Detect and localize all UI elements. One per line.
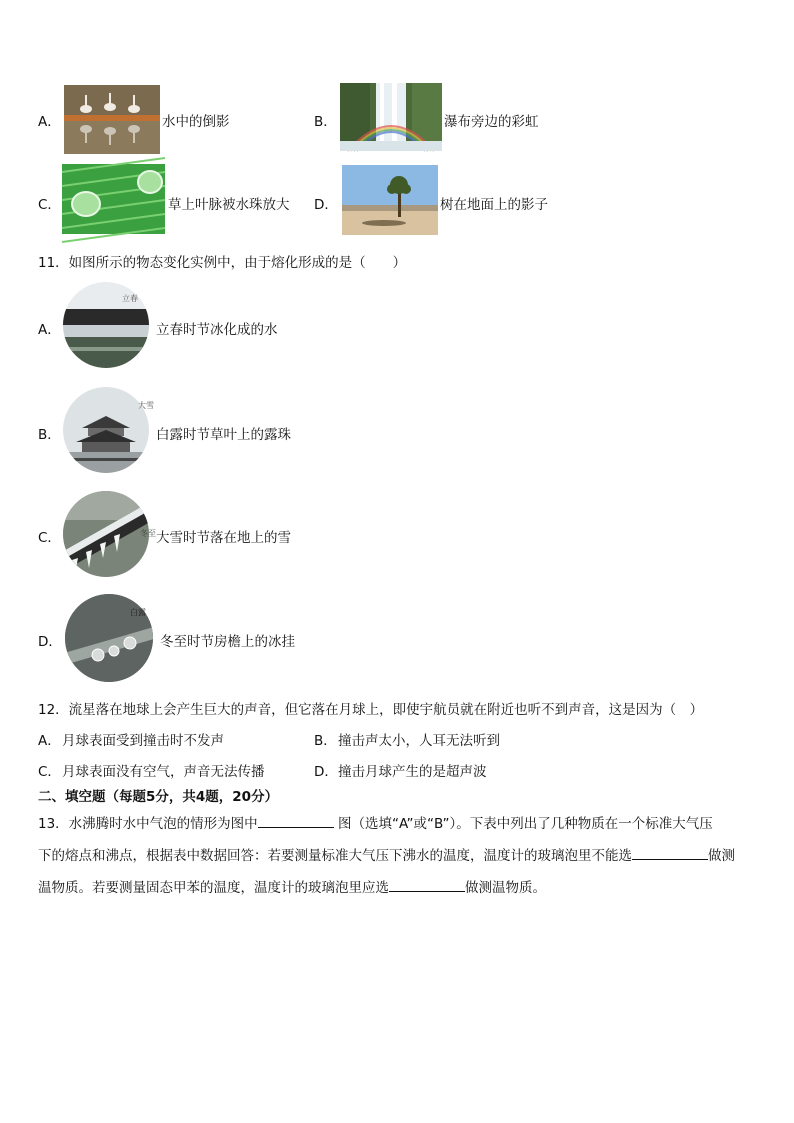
option-text: 月球表面没有空气，声音无法传播: [62, 764, 265, 780]
option-text: 立春时节冰化成的水: [156, 322, 278, 338]
option-letter: B．: [38, 427, 61, 443]
option-text: 大雪时节落在地上的雪: [156, 530, 291, 546]
seal-text: 冬至: [140, 529, 156, 538]
option-letter: C．: [38, 764, 61, 780]
option-text: 冬至时节房檐上的冰挂: [160, 634, 295, 650]
option-letter: C．: [38, 530, 61, 546]
option-letter: B．: [314, 733, 337, 749]
q13-text: 13．水沸腾时水中气泡的情形为图中: [38, 816, 258, 832]
option-letter: A．: [38, 322, 61, 338]
option-text: 水中的倒影: [162, 114, 230, 130]
option-letter: D．: [38, 634, 62, 650]
dewdrop-grass-image: [64, 593, 154, 683]
answer-blank[interactable]: [632, 845, 708, 860]
q13-text: 下的熔点和沸点，根据表中数据回答：若要测量标准大气压下沸水的温度，温度计的玻璃泡里不能选: [38, 848, 632, 864]
flamingo-reflection-image: [64, 85, 160, 154]
option-text: 瀑布旁边的彩虹: [444, 114, 539, 130]
temple-snow-image: [62, 386, 154, 474]
q13-text: 图（选填“A”或“B”）。下表中列出了几种物质在一个标准大气压: [337, 816, 713, 832]
answer-blank[interactable]: [389, 877, 465, 892]
section-title: 二、填空题（每题5分，共4题，20分）: [38, 789, 279, 805]
icicle-eaves-image: [62, 490, 156, 578]
option-letter: C．: [38, 197, 61, 213]
option-text: 白露时节草叶上的露珠: [156, 427, 291, 443]
option-letter: D．: [314, 764, 338, 780]
q13-line-3: [38, 876, 546, 896]
q13-text: 温物质。若要测量固态甲苯的温度，温度计的玻璃泡里应选: [38, 880, 389, 896]
option-letter: B．: [314, 114, 337, 130]
tree-shadow-image: [342, 165, 438, 235]
option-text: 树在地面上的影子: [440, 197, 548, 213]
seal-text: 白露: [130, 608, 146, 617]
option-letter: D．: [314, 197, 338, 213]
option-text: 草上叶脉被水珠放大: [168, 197, 290, 213]
seal-text: 立春: [122, 294, 138, 303]
seal-text: 大雪: [138, 401, 154, 410]
option-text: 撞击月球产生的是超声波: [338, 764, 487, 780]
q13-line-1: [38, 812, 713, 832]
answer-blank[interactable]: [258, 813, 334, 828]
q11-stem: 11．如图所示的物态变化实例中，由于熔化形成的是（ ）: [38, 255, 407, 271]
option-text: 撞击声太小，人耳无法听到: [338, 733, 500, 749]
q13-line-2: [38, 844, 735, 864]
q13-text: 做测温物质。: [465, 880, 546, 896]
leaf-water-droplet-image: [62, 164, 165, 234]
option-letter: A．: [38, 114, 61, 130]
spring-ice-melt-image: [62, 281, 150, 369]
waterfall-rainbow-image: [340, 83, 442, 151]
q13-text: 做测: [708, 848, 735, 864]
q12-stem: 12．流星落在地球上会产生巨大的声音，但它落在月球上，即使宇航员就在附近也听不到声音，这是因为（ ）: [38, 702, 704, 718]
option-letter: A．: [38, 733, 61, 749]
option-text: 月球表面受到撞击时不发声: [62, 733, 224, 749]
